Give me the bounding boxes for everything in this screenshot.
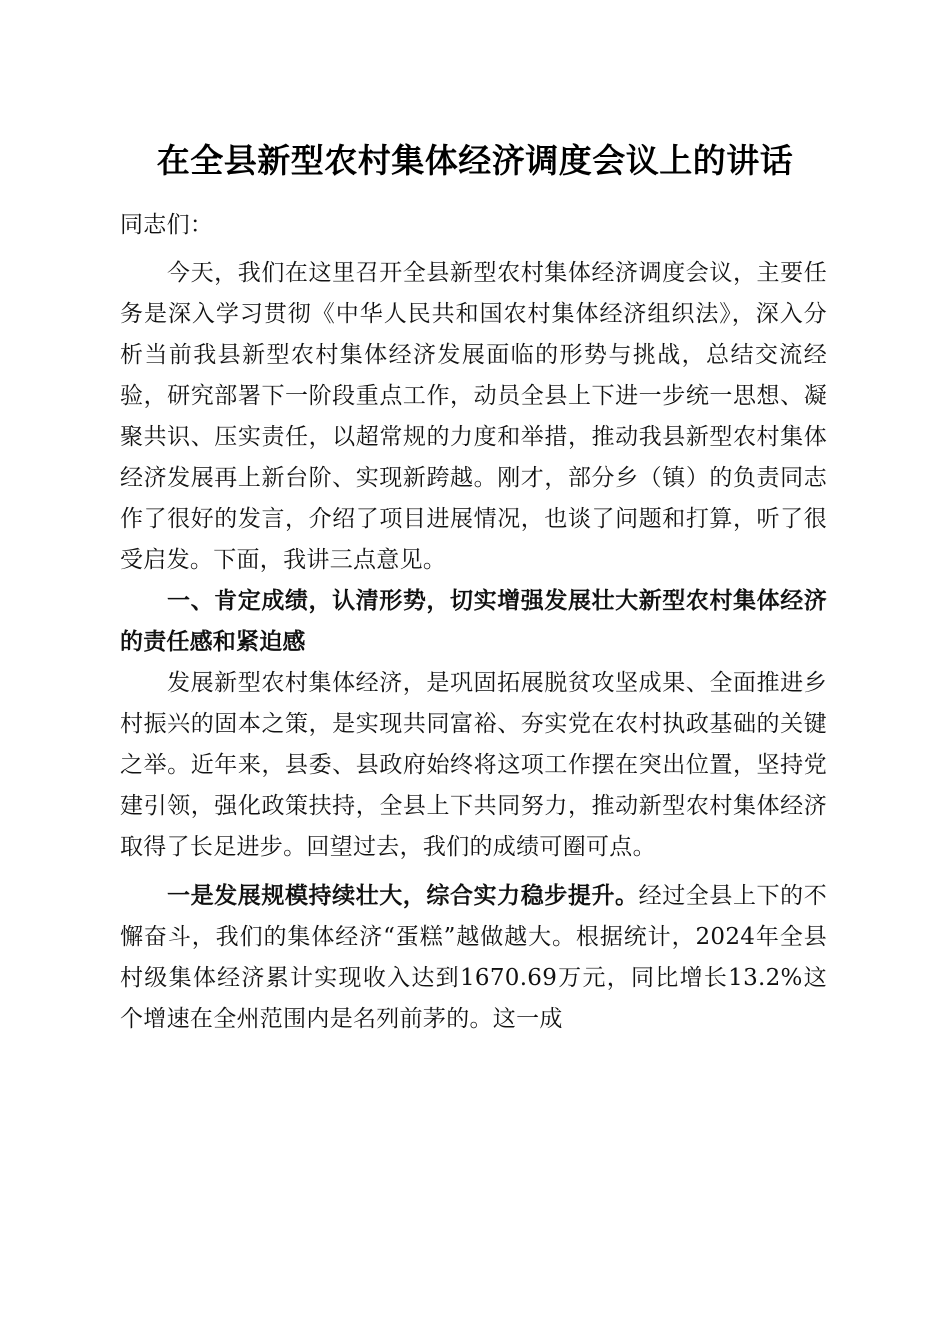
section-heading-1: 一、肯定成绩，认清形势，切实增强发展壮大新型农村集体经济的责任感和紧迫感 — [120, 588, 827, 655]
document-body — [120, 205, 827, 1040]
document-title: 在全县新型农村集体经济调度会议上的讲话 — [156, 141, 794, 180]
point-1-text: 经过全县上下的不懈奋斗，我们的集体经济“蛋糕”越做越大。根据统计，2024年全县村级集体经济累计实现收入达到1670.69万元，同比增长13.2%这个增速在全州范围内是名列前茅的。这一成 — [120, 883, 827, 1032]
section1-paragraph-1: 发展新型农村集体经济，是巩固拓展脱贫攻坚成果、全面推进乡村振兴的固本之策，是实现共同富裕、夯实党在农村执政基础的关键之举。近年来，县委、县政府始终将这项工作摆在突出位置，坚持党建引领，强化政策扶持，全县上下共同努力，推动新型农村集体经济取得了长足进步。回望过去，我们的成绩可圈可点。 — [120, 670, 827, 860]
point-1-lead: 一是发展规模持续壮大，综合实力稳步提升。 — [167, 882, 639, 909]
intro-paragraph: 今天，我们在这里召开全县新型农村集体经济调度会议，主要任务是深入学习贯彻《中华人民共和国农村集体经济组织法》，深入分析当前我县新型农村集体经济发展面临的形势与挑战，总结交流经验，研究部署下一阶段重点工作，动员全县上下进一步统一思想、凝聚共识、压实责任，以超常规的力度和举措，推动我县新型农村集体经济发展再上新台阶、实现新跨越。刚才，部分乡（镇）的负责同志作了很好的发言，介绍了项目进展情况，也谈了问题和打算，听了很受启发。下面，我讲三点意见。 — [120, 260, 827, 573]
point-1-paragraph — [120, 875, 827, 1040]
salutation: 同志们： — [120, 212, 214, 238]
